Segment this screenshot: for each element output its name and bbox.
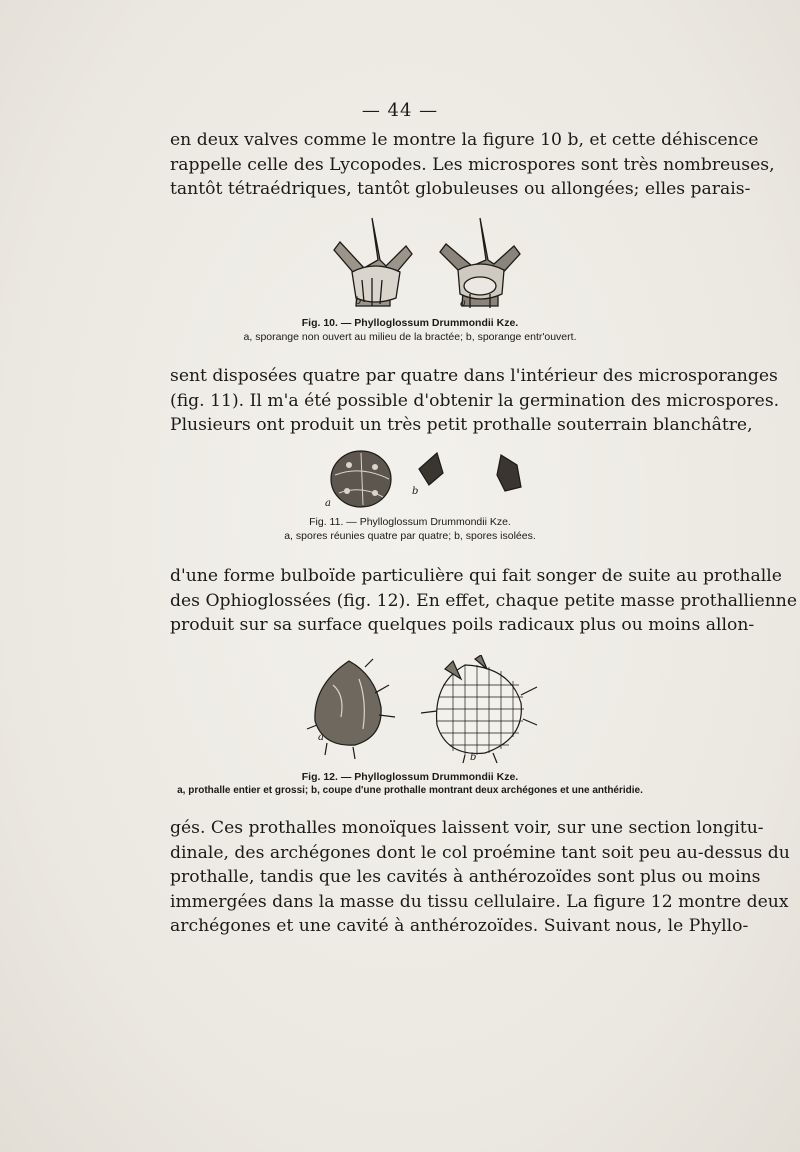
paragraph-1: [170, 128, 775, 202]
figure-12-prothalli: [305, 655, 545, 765]
text-line: en deux valves comme le montre la figure 10 b, et cette déhiscence: [170, 130, 759, 150]
text-line: tantôt tétraédriques, tantôt globuleuses ou allongées; elles parais-: [170, 179, 751, 199]
figure-12-caption-legend: a, prothalle entier et grossi; b, coupe d'une prothalle montrant deux archégones et une anthéridie.: [177, 785, 643, 796]
figure-11-caption: [150, 515, 670, 543]
figure-12-caption-title: Fig. 12. — Phylloglossum Drummondii Kze.: [301, 771, 519, 783]
figure-10-sporanges: [320, 210, 530, 315]
paragraph-4: [170, 816, 790, 939]
text-line: immergées dans la masse du tissu cellulaire. La figure 12 montre deux: [170, 891, 789, 912]
text-line: des Ophioglossées (fig. 12). En effet, chaque petite masse prothallienne: [170, 590, 797, 611]
text-line: prothalle, tandis que les cavités à anthérozoïdes sont plus ou moins: [170, 867, 761, 887]
figure-12-label-a: a: [318, 732, 324, 743]
figure-12-caption: [150, 770, 670, 798]
text-line: produit sur sa surface quelques poils radicaux plus ou moins allon-: [170, 615, 755, 635]
figure-12-label-b: b: [470, 752, 477, 763]
figure-11-spores: [325, 445, 535, 515]
text-line: d'une forme bulboïde particulière qui fait songer de suite au prothalle: [170, 566, 782, 586]
paragraph-3: [170, 564, 797, 638]
figure-11-label-a: a: [325, 498, 331, 509]
figure-10-caption-legend: a, sporange non ouvert au milieu de la bractée; b, sporange entr'ouvert.: [243, 331, 577, 343]
page-number: — 44 —: [361, 100, 439, 121]
text-line: dinale, des archégones dont le col proémine tant soit peu au-dessus du: [170, 842, 790, 863]
text-line: sent disposées quatre par quatre dans l'intérieur des microsporanges: [170, 366, 778, 386]
text-line: Plusieurs ont produit un très petit prothalle souterrain blanchâtre,: [170, 415, 753, 435]
text-line: archégones et une cavité à anthérozoïdes. Suivant nous, le Phyllo-: [170, 916, 749, 936]
figure-10-caption-title: Fig. 10. — Phylloglossum Drummondii Kze.: [301, 317, 519, 329]
paragraph-2: [170, 364, 780, 438]
text-line: (fig. 11). Il m'a été possible d'obtenir la germination des microspores.: [170, 390, 780, 411]
figure-10-label-b: b: [355, 296, 362, 307]
figure-11-caption-title: Fig. 11. — Phylloglossum Drummondii Kze.: [309, 516, 511, 528]
figure-10-caption: [150, 316, 670, 344]
figure-11-label-b: b: [412, 486, 419, 497]
figure-11-caption-legend: a, spores réunies quatre par quatre; b, spores isolées.: [284, 530, 536, 542]
text-line: rappelle celle des Lycopodes. Les microspores sont très nombreuses,: [170, 154, 775, 175]
text-line: gés. Ces prothalles monoïques laissent voir, sur une section longitu-: [170, 818, 764, 838]
figure-10-label-a: a: [460, 298, 466, 309]
